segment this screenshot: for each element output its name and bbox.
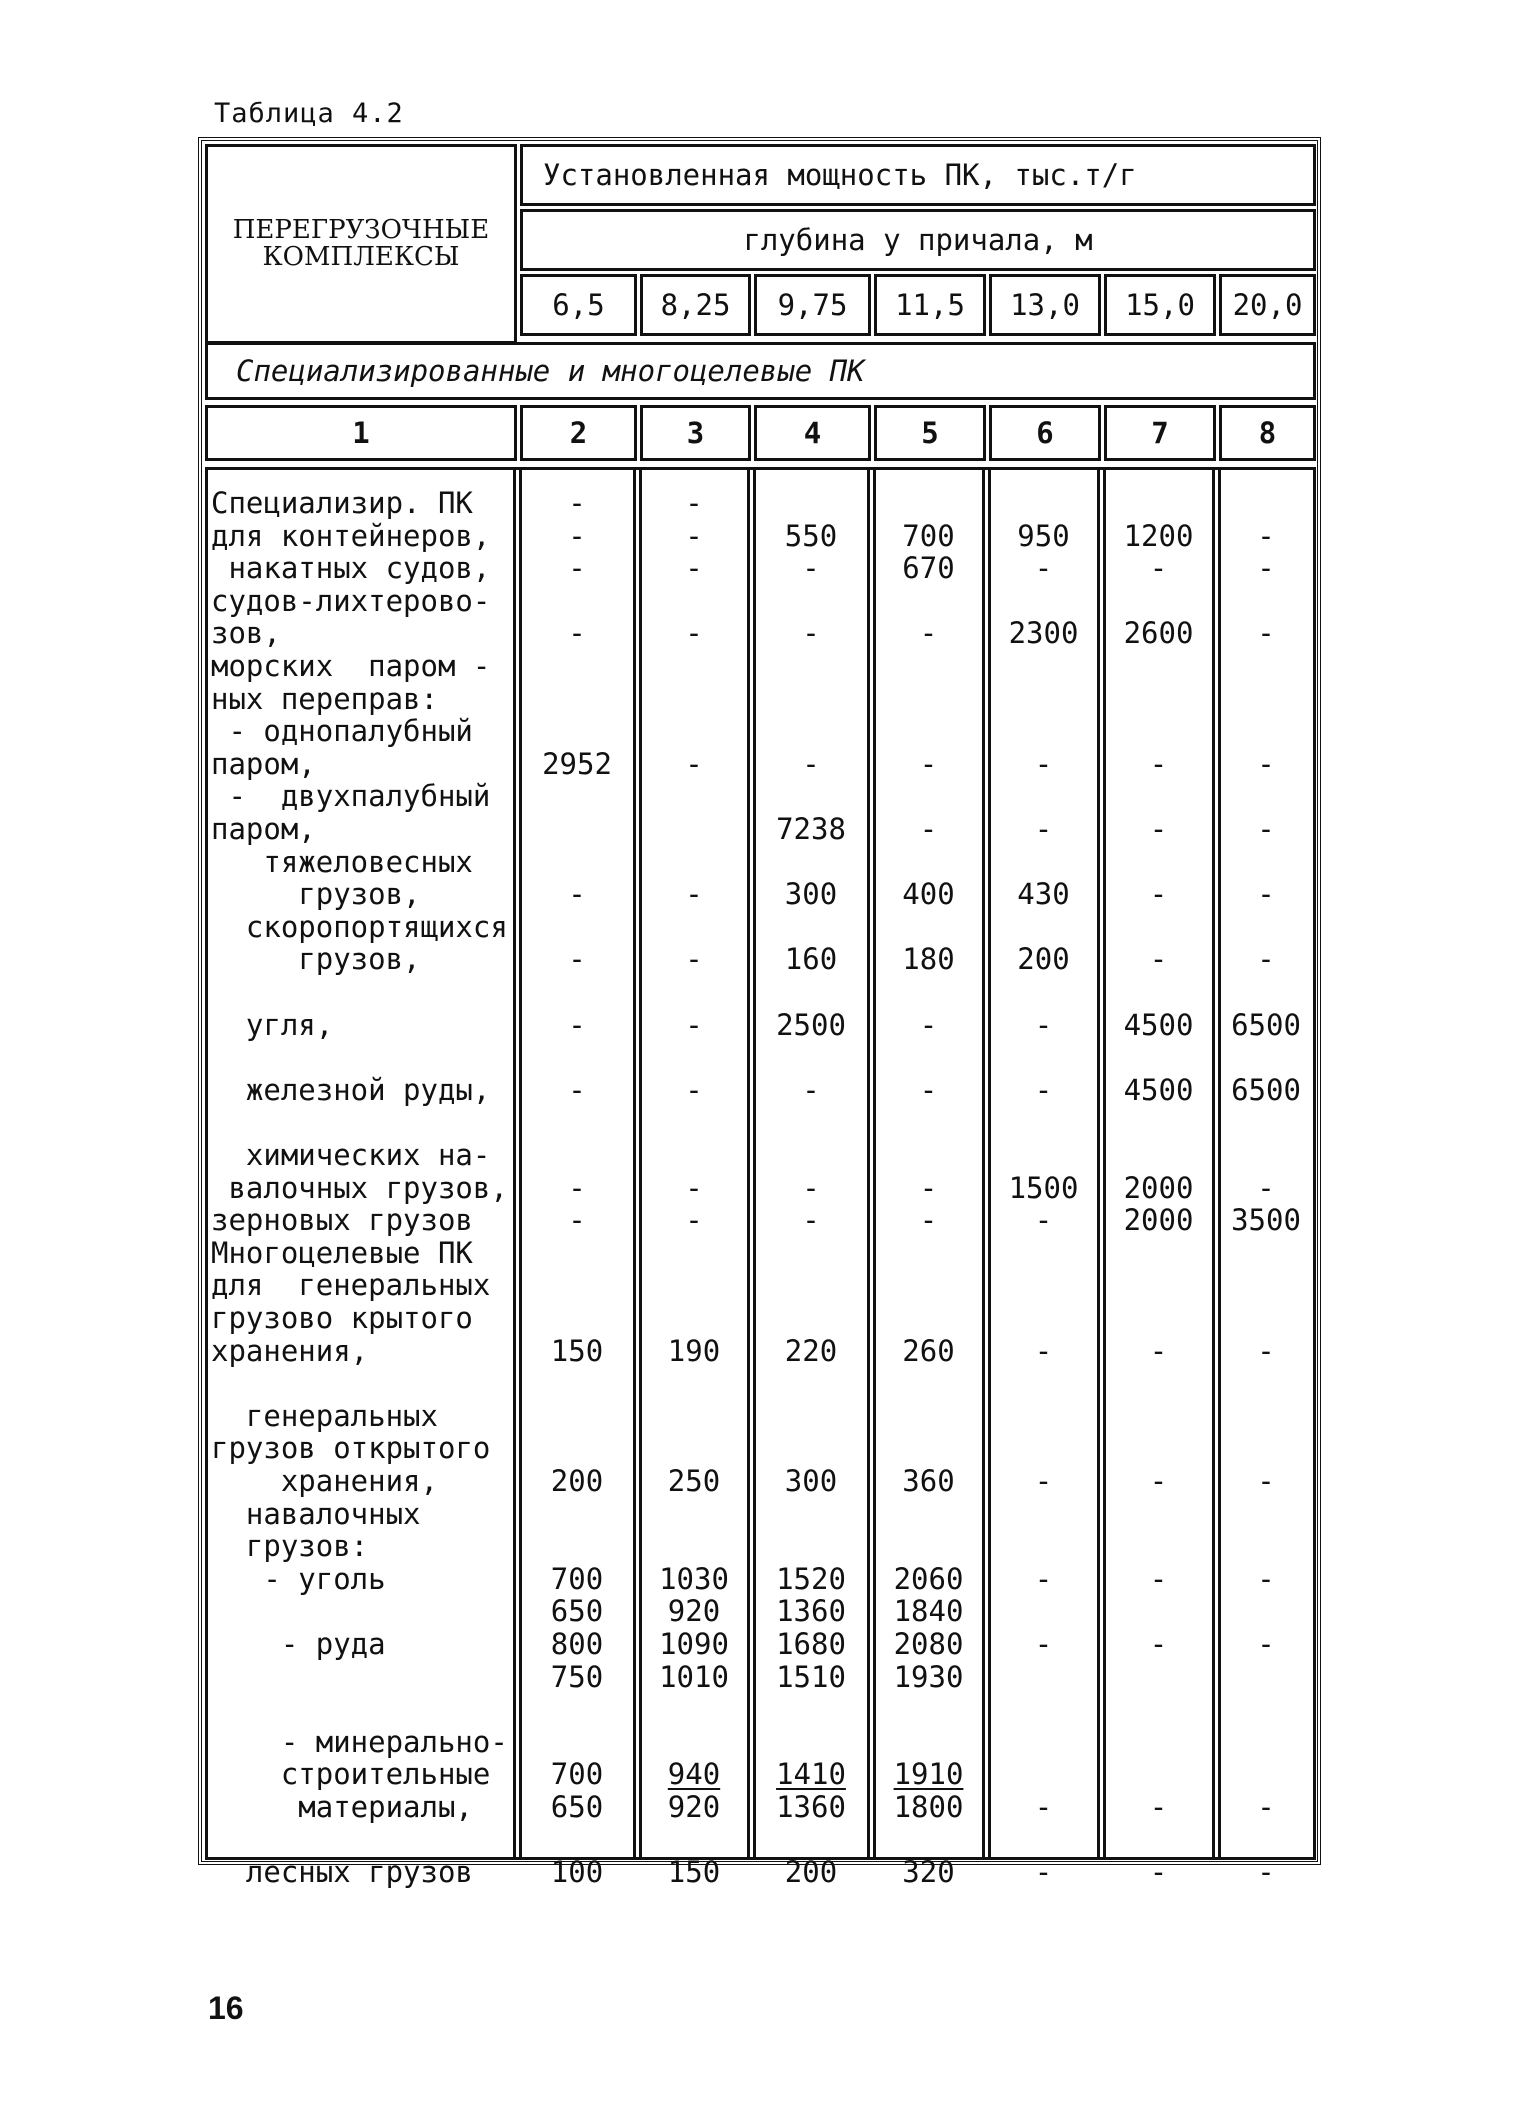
column-number-cell: 8	[1219, 405, 1316, 461]
table-cell: -	[1149, 942, 1168, 977]
table-cell: 1520	[776, 1561, 846, 1596]
table-cell: -	[568, 942, 586, 977]
table-cell: 7238	[776, 812, 846, 846]
table-cell: -	[685, 746, 703, 781]
row-label: для контейнеров,	[211, 518, 491, 553]
row-label: зов,	[211, 616, 281, 651]
table-cell: -	[919, 812, 938, 846]
table-cell: -	[919, 1072, 938, 1107]
table-cell: -	[1149, 746, 1168, 781]
table-cell: -	[1149, 877, 1168, 912]
table-cell: 360	[902, 1464, 955, 1498]
table-cell: -	[802, 1072, 820, 1107]
table-cell: 150	[667, 1855, 721, 1890]
table-cell: 920	[667, 1594, 721, 1629]
row-label: навалочных	[211, 1496, 421, 1531]
table-cell: 1930	[893, 1659, 964, 1694]
row-label: строительные	[211, 1757, 491, 1792]
table-cell: -	[685, 1007, 703, 1042]
table-cell: -	[1257, 1464, 1275, 1498]
table-cell: 100	[550, 1855, 604, 1890]
table-cell: -	[568, 486, 586, 520]
column-number-cell: 3	[640, 405, 751, 461]
table-cell: 1010	[659, 1659, 729, 1694]
table-cell: -	[1257, 877, 1275, 912]
row-label: для генеральных	[211, 1268, 491, 1303]
table-cell: -	[1034, 551, 1053, 586]
table-cell: 2300	[1008, 616, 1079, 651]
table-cell: -	[1257, 812, 1275, 846]
table-cell: 1910	[893, 1757, 964, 1792]
table-cell: 220	[784, 1333, 838, 1368]
table-cell: 670	[902, 551, 955, 586]
table-cell: -	[685, 1170, 703, 1205]
row-label: судов-лихтерово-	[211, 583, 491, 618]
table-cell: -	[1257, 1855, 1275, 1890]
table-cell: 150	[550, 1333, 604, 1368]
row-label: паром,	[211, 746, 316, 781]
table-cell: 550	[784, 518, 838, 553]
column-divider	[1212, 467, 1215, 1860]
column-divider	[513, 467, 516, 1860]
depth-cell: 13,0	[989, 274, 1101, 336]
table-cell: 160	[784, 942, 838, 977]
table-cell: 1090	[659, 1627, 729, 1661]
table-cell: -	[1034, 1464, 1053, 1498]
capacity-header: Установленная мощность ПК, тыс.т/г	[520, 144, 1316, 206]
table-cell: -	[1257, 1333, 1275, 1368]
row-label: ных переправ:	[211, 681, 438, 716]
table-cell: -	[1034, 1855, 1053, 1890]
table-cell: 4500	[1123, 1072, 1194, 1107]
depth-cell: 15,0	[1104, 274, 1216, 336]
table-cell: -	[685, 518, 703, 553]
table-cell: -	[1149, 1627, 1168, 1661]
table-cell: -	[568, 1072, 586, 1107]
table-cell: -	[1149, 1855, 1168, 1890]
table-cell: 1360	[776, 1790, 846, 1824]
table-cell: -	[1034, 1007, 1053, 1042]
table-cell: -	[919, 1007, 938, 1042]
table-cell: -	[1149, 551, 1168, 586]
table-cell: 260	[902, 1333, 955, 1368]
row-label: Специализир. ПК	[211, 486, 473, 520]
row-label: материалы,	[211, 1790, 473, 1824]
table-cell: 650	[550, 1594, 604, 1629]
row-label: тяжеловесных	[211, 844, 473, 879]
row-label: грузово крытого	[211, 1301, 473, 1335]
table-cell: -	[685, 1203, 703, 1238]
table-cell: -	[568, 518, 586, 553]
table-cell: 1510	[776, 1659, 846, 1694]
depth-cell: 8,25	[640, 274, 751, 336]
table-cell: 2952	[542, 746, 612, 781]
table-cell: -	[1257, 1790, 1275, 1824]
row-label: зерновых грузов	[211, 1203, 473, 1238]
row-label: хранения,	[211, 1333, 369, 1368]
table-cell: 400	[902, 877, 955, 912]
table-cell: 1500	[1008, 1170, 1079, 1205]
table-cell: -	[1257, 1170, 1275, 1205]
row-label: угля,	[211, 1007, 334, 1042]
row-label: химических на-	[211, 1138, 491, 1172]
table-cell: -	[802, 551, 820, 586]
table-cell: 940	[667, 1757, 721, 1792]
table-cell: 1410	[776, 1757, 846, 1792]
column-divider	[747, 467, 750, 1860]
table-cell: 750	[550, 1659, 604, 1694]
row-label: морских паром -	[211, 649, 491, 683]
table-cell: -	[1034, 1627, 1053, 1661]
row-label: - однопалубный	[211, 714, 473, 749]
table-cell: 1840	[893, 1594, 964, 1629]
table-cell: 4500	[1123, 1007, 1194, 1042]
table-cell: 920	[667, 1790, 721, 1824]
table-cell: 1030	[659, 1561, 729, 1596]
column-number-cell: 5	[874, 405, 986, 461]
table-cell: -	[568, 551, 586, 586]
table-cell: 200	[1017, 942, 1070, 977]
table-cell: -	[1257, 746, 1275, 781]
table-cell: -	[1034, 1790, 1053, 1824]
table-cell: 180	[902, 942, 955, 977]
table-cell: -	[1257, 616, 1275, 651]
table-cell: -	[568, 1170, 586, 1205]
depth-cell: 11,5	[874, 274, 986, 336]
table-cell: -	[685, 942, 703, 977]
table-cell: 1680	[776, 1627, 846, 1661]
row-label: грузов:	[211, 1529, 369, 1564]
column-number-cell: 7	[1104, 405, 1216, 461]
table-cell: 1800	[893, 1790, 964, 1824]
table-cell: -	[1034, 1072, 1053, 1107]
column-divider	[1097, 467, 1100, 1860]
table-cell: 2060	[893, 1561, 964, 1596]
table-cell: -	[919, 1170, 938, 1205]
table-cell: -	[1257, 551, 1275, 586]
table-cell: -	[1034, 1203, 1053, 1238]
table-cell: -	[568, 1203, 586, 1238]
table-cell: -	[1034, 746, 1053, 781]
column-number-cell: 4	[754, 405, 871, 461]
table-cell: -	[1149, 1790, 1168, 1824]
table-cell: -	[919, 746, 938, 781]
table-cell: 950	[1017, 518, 1070, 553]
table-cell: 650	[550, 1790, 604, 1824]
row-label: - двухпалубный	[211, 779, 491, 814]
table-cell: -	[685, 486, 703, 520]
page-number: 16	[208, 1990, 244, 2026]
table-caption: Таблица 4.2	[214, 98, 404, 129]
table-cell: -	[685, 616, 703, 651]
row-label: грузов,	[211, 942, 421, 977]
row-label: лесных грузов	[211, 1855, 473, 1890]
table-cell: -	[1034, 812, 1053, 846]
table-cell: -	[802, 1203, 820, 1238]
column-divider	[633, 467, 636, 1860]
table-cell: -	[1257, 942, 1275, 977]
column-number-cell: 2	[520, 405, 637, 461]
table-cell: 6500	[1231, 1007, 1301, 1042]
table-cell: 300	[784, 877, 838, 912]
table-cell: -	[1257, 518, 1275, 553]
row-label: генеральных	[211, 1398, 438, 1433]
table-cell: -	[1149, 1561, 1168, 1596]
table-cell: -	[568, 877, 586, 912]
row-label: скоропортящихся	[211, 909, 508, 944]
row-label: грузов,	[211, 877, 421, 912]
table-cell: 2000	[1123, 1203, 1194, 1238]
table-cell: -	[802, 746, 820, 781]
table-cell: 250	[667, 1464, 721, 1498]
table-cell: 2500	[776, 1007, 846, 1042]
column-divider	[867, 467, 870, 1860]
table-cell: -	[568, 616, 586, 651]
table-cell: -	[685, 551, 703, 586]
table-cell: -	[1149, 1333, 1168, 1368]
row-label: хранения,	[211, 1464, 438, 1498]
depth-cell: 20,0	[1219, 274, 1316, 336]
table-cell: -	[1257, 1627, 1275, 1661]
table-cell: 700	[902, 518, 955, 553]
column-number-cell: 1	[205, 405, 517, 461]
row-label: Многоцелевые ПК	[211, 1235, 473, 1270]
column-divider	[982, 467, 985, 1860]
table-cell: 2600	[1123, 616, 1194, 651]
complexes-header: ПЕРЕГРУЗОЧНЫЕ КОМПЛЕКСЫ	[205, 144, 517, 344]
table-cell: -	[685, 877, 703, 912]
row-label: грузов открытого	[211, 1431, 491, 1466]
row-label: - минерально-	[211, 1724, 508, 1759]
table-cell: 430	[1017, 877, 1070, 912]
table-cell: -	[919, 616, 938, 651]
table-cell: -	[1034, 1561, 1053, 1596]
table-cell: 1200	[1123, 518, 1194, 553]
table-cell: -	[685, 1072, 703, 1107]
table-cell: 300	[784, 1464, 838, 1498]
column-number-cell: 6	[989, 405, 1101, 461]
row-label: паром,	[211, 812, 316, 846]
table-cell: 700	[550, 1561, 604, 1596]
table-cell: 800	[550, 1627, 604, 1661]
depth-cell: 9,75	[754, 274, 871, 336]
row-label: валочных грузов,	[211, 1170, 508, 1205]
table-cell: -	[568, 1007, 586, 1042]
table-cell: 2000	[1123, 1170, 1194, 1205]
table-cell: -	[1034, 1333, 1053, 1368]
table-cell: 3500	[1231, 1203, 1301, 1238]
row-label: накатных судов,	[211, 551, 491, 586]
table-cell: 190	[667, 1333, 721, 1368]
table-cell: 320	[902, 1855, 955, 1890]
table-cell: -	[802, 1170, 820, 1205]
depth-header: глубина у причала, м	[520, 209, 1316, 271]
depth-cell: 6,5	[520, 274, 637, 336]
table-cell: 200	[550, 1464, 604, 1498]
row-label: железной руды,	[211, 1072, 491, 1107]
table-cell: 200	[784, 1855, 838, 1890]
row-label: - руда	[211, 1627, 386, 1661]
table-cell: 6500	[1231, 1072, 1301, 1107]
table-cell: -	[1149, 812, 1168, 846]
table-cell: 2080	[893, 1627, 964, 1661]
row-label: - уголь	[211, 1561, 386, 1596]
table-cell: -	[1149, 1464, 1168, 1498]
table-cell: 1360	[776, 1594, 846, 1629]
table-cell: 700	[550, 1757, 604, 1792]
table-cell: -	[1257, 1561, 1275, 1596]
table-cell: -	[802, 616, 820, 651]
section-header: Специализированные и многоцелевые ПК	[205, 342, 1316, 400]
table-cell: -	[919, 1203, 938, 1238]
